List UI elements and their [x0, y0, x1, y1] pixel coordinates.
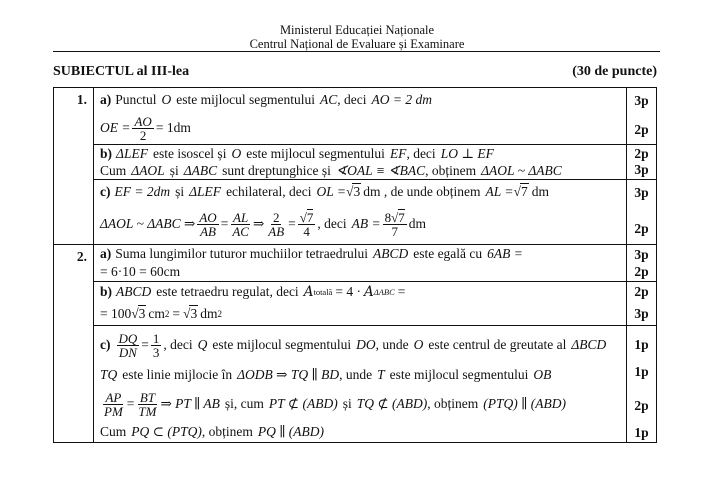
- math: AO = 2 dm: [371, 92, 432, 107]
- sqrt: √3: [131, 305, 146, 321]
- math: AC: [320, 92, 338, 107]
- problem-1a-cell: [94, 88, 627, 145]
- problem-1b-cell: [94, 145, 627, 180]
- table-row: [54, 245, 657, 282]
- text: , obținem: [427, 396, 479, 411]
- math: O: [231, 145, 242, 161]
- text: Punctul: [115, 92, 157, 107]
- math: DO: [356, 337, 376, 352]
- area-symbol: A: [363, 284, 374, 300]
- text: , deci: [317, 216, 347, 231]
- math: =: [141, 337, 149, 352]
- math: =: [288, 216, 296, 231]
- text: , deci: [406, 145, 436, 161]
- math: PT ⊄ (ABD): [268, 396, 338, 411]
- math: = 4 ·: [335, 284, 361, 299]
- text: este mijlocul segmentului: [212, 337, 352, 352]
- text: este mijlocul segmentului: [246, 145, 385, 161]
- math: Q: [197, 337, 208, 352]
- math: cm: [148, 305, 165, 321]
- math: OB: [533, 367, 552, 382]
- superscript: 2: [217, 308, 222, 319]
- header-rule: [53, 51, 660, 52]
- math: EF = 2dm: [114, 184, 171, 199]
- math: ⇒: [252, 216, 265, 231]
- fraction: $\frac{AP}{PM}$: [104, 389, 123, 419]
- part-label: c): [100, 184, 111, 199]
- points: 3p: [634, 306, 649, 321]
- points: 3p: [634, 93, 649, 108]
- center-name: Centrul Național de Evaluare și Examinare: [249, 37, 465, 51]
- math: (PTQ) ∥ (ABD): [483, 396, 567, 411]
- math: TQ ⊄ (ABD): [356, 396, 428, 411]
- text: dm: [408, 216, 427, 231]
- text: dm , de unde obținem: [363, 184, 481, 199]
- math: O: [413, 337, 424, 352]
- fraction: $\frac{√7}{4}$: [299, 209, 314, 239]
- math: = 1dm: [155, 120, 191, 135]
- math: 6AB =: [487, 246, 523, 261]
- text: Suma lungimilor tuturor muchiilor tetraedrului: [115, 246, 368, 261]
- math: =: [397, 284, 406, 299]
- points: 2p: [634, 122, 649, 137]
- problem-number: 1.: [54, 88, 94, 245]
- points: 2p: [634, 221, 649, 236]
- table-row: [54, 326, 657, 443]
- math: O: [161, 92, 172, 107]
- math: AL =: [485, 184, 514, 199]
- points: 3p: [634, 185, 649, 200]
- text: este mijlocul segmentului: [389, 367, 529, 382]
- text: dm: [531, 184, 549, 199]
- math: EF: [389, 145, 407, 161]
- text: este tetraedru regulat, deci: [156, 284, 299, 299]
- math: ∢OAL ≡ ∢BAC: [335, 162, 426, 178]
- math: PQ ⊂ (PTQ): [131, 424, 202, 439]
- text: este centrul de greutate al: [428, 337, 567, 352]
- math: ΔODB ⇒ TQ ∥ BD: [237, 367, 340, 382]
- math: ΔLEF: [116, 145, 148, 161]
- fraction: $\frac{AO}{AB}$: [199, 209, 217, 239]
- text: echilateral, deci: [226, 184, 312, 199]
- superscript: 2: [164, 308, 170, 319]
- math: ΔAOL: [131, 162, 165, 178]
- part-label: b): [100, 284, 113, 299]
- fraction: $\frac{1}{3}$: [152, 330, 160, 360]
- points: 2p: [634, 146, 649, 161]
- text: și: [175, 184, 185, 199]
- part-label: c): [100, 337, 111, 352]
- math: =: [220, 216, 229, 231]
- points: 2p: [634, 398, 649, 413]
- fraction: $\frac{2}{AB}$: [268, 209, 285, 239]
- math: TQ: [100, 367, 118, 382]
- table-row: [54, 282, 657, 326]
- text: și: [342, 396, 352, 411]
- problem-2c-cell: [94, 326, 627, 443]
- math: = 100: [100, 305, 132, 321]
- part-label: a): [100, 92, 112, 107]
- text: , unde: [339, 367, 373, 382]
- math: ΔABC: [183, 162, 218, 178]
- math: = 6·10 = 60cm: [100, 264, 181, 279]
- points: 1p: [634, 337, 649, 352]
- points: 1p: [634, 364, 649, 379]
- text: și: [169, 162, 179, 178]
- text: este egală cu: [413, 246, 483, 261]
- text: , obținem: [201, 424, 253, 439]
- text: sunt dreptunghice și: [222, 162, 331, 178]
- text: este isoscel și: [152, 145, 227, 161]
- fraction: $\frac{BT}{TM}$: [138, 389, 157, 419]
- fraction: $\frac{8√7}{7}$: [384, 209, 405, 239]
- table-row: [54, 145, 657, 180]
- sqrt: √3: [183, 305, 198, 321]
- fraction: $\frac{AL}{AC}$: [232, 209, 249, 239]
- points: 2p: [634, 264, 649, 279]
- points-cell: [627, 180, 657, 245]
- math: ⇒ PT ∥ AB: [160, 396, 220, 411]
- math: ΔAOL ~ ΔABC ⇒: [100, 216, 196, 231]
- points-cell: [627, 145, 657, 180]
- problem-2a-cell: [94, 245, 627, 282]
- subject-total-points: (30 de puncte): [572, 64, 657, 79]
- points: 2p: [634, 284, 649, 299]
- text: , unde: [375, 337, 409, 352]
- math: T: [377, 367, 385, 382]
- math: PQ ∥ (ABD): [257, 424, 325, 439]
- math: =: [172, 305, 181, 321]
- math: LO ⊥ EF: [440, 145, 494, 161]
- text: Cum: [100, 424, 127, 439]
- math: OE =: [100, 120, 131, 135]
- points: 3p: [634, 162, 649, 177]
- table-row: [54, 180, 657, 245]
- text: Cum: [100, 162, 127, 178]
- problem-2b-cell: [94, 282, 627, 326]
- text: , deci: [163, 337, 193, 352]
- problem-1c-cell: [94, 180, 627, 245]
- area-symbol: A: [303, 284, 314, 300]
- math: ΔLEF: [189, 184, 222, 199]
- math: ABCD: [372, 246, 409, 261]
- points-cell: [627, 245, 657, 282]
- part-label: a): [100, 246, 112, 261]
- subscript: totală: [313, 287, 333, 297]
- points: 3p: [634, 247, 649, 262]
- ministry-name: Ministerul Educației Naționale: [279, 23, 435, 37]
- subject-title: SUBIECTUL al III-lea: [53, 64, 190, 79]
- solutions-table: [53, 87, 657, 443]
- math: =: [126, 396, 135, 411]
- table-row: [54, 88, 657, 145]
- part-label: b): [100, 145, 113, 161]
- math: OL =: [316, 184, 347, 199]
- points-cell: [627, 88, 657, 145]
- sqrt: √7: [513, 184, 528, 199]
- text: , deci: [337, 92, 367, 107]
- sqrt: √3: [346, 184, 361, 199]
- fraction: $\frac{DQ}{DN}$: [118, 330, 138, 360]
- math: ABCD: [116, 284, 152, 299]
- points: 1p: [634, 425, 649, 440]
- points-cell: [627, 282, 657, 326]
- text: și, cum: [224, 396, 264, 411]
- math: AB =: [351, 216, 381, 231]
- points-cell: [627, 326, 657, 443]
- text: , obținem: [425, 162, 477, 178]
- math: ΔAOL ~ ΔABC: [481, 162, 562, 178]
- problem-number: 2.: [54, 245, 94, 443]
- subscript: ΔABC: [373, 287, 395, 297]
- fraction: $\frac{AO}{2}$: [134, 113, 152, 143]
- text: este linie mijlocie în: [122, 367, 233, 382]
- math: ΔBCD: [571, 337, 607, 352]
- text: este mijlocul segmentului: [176, 92, 315, 107]
- math: dm: [200, 305, 218, 321]
